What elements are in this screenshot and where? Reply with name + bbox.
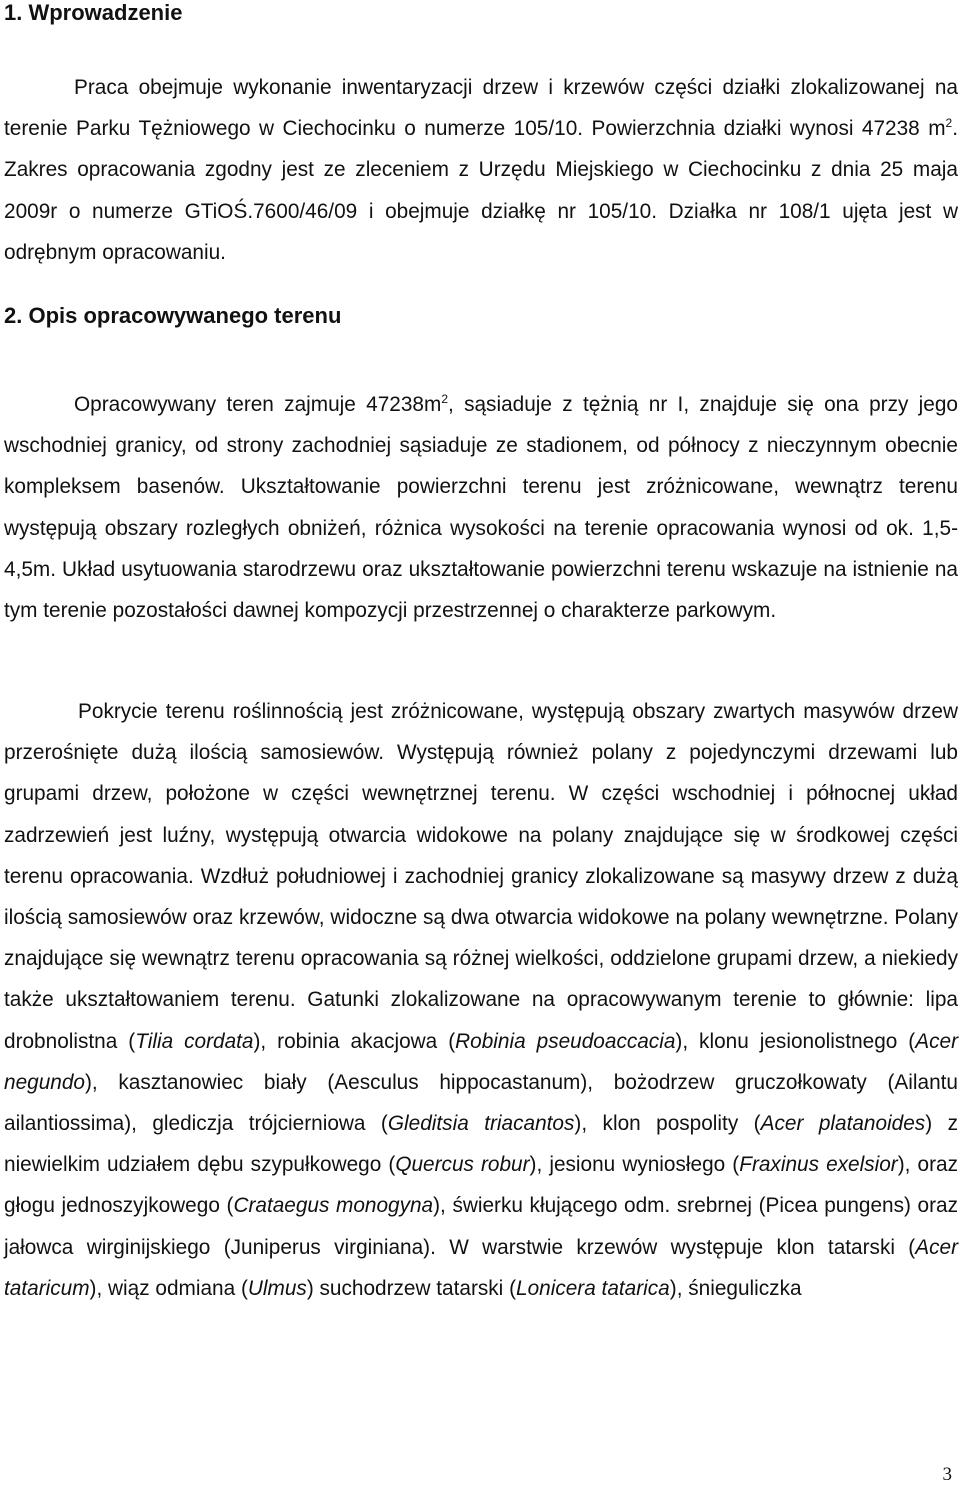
terrain-description-paragraph [4,384,958,631]
intro-text-part-2: . Zakres opracowania zgodny jest ze zleceniem z Urzędu Miejskiego w Ciechocinku z dnia 25 maja 2009r o numerze GTiOŚ.7600/46/09 i obejmuje działkę nr 105/10. Działka nr 108/1 ujęta jest w odrębnym opracowaniu. [4,117,958,264]
page-number: 3 [942,1464,952,1485]
section-1-heading: 1. Wprowadzenie [4,0,183,25]
species-latin-name: Acer negundo [4,1029,958,1094]
vegetation-text: ), jesionu wyniosłego ( [529,1153,740,1177]
vegetation-paragraph [4,691,958,1309]
vegetation-text: ), klonu jesionolistnego ( [675,1029,916,1053]
vegetation-text: ), śnieguliczka [669,1276,802,1300]
vegetation-text: ) z niewielkim udziałem dębu szypułkowego ( [4,1112,958,1177]
vegetation-text: ), wiąz odmiana ( [89,1276,248,1300]
vegetation-text: ), świerku kłującego odm. srebrnej (Picea pungens) oraz jałowca wirginijskiego (Juniperus virginiana). W warstwie krzewów występuje klon tatarski ( [4,1194,958,1259]
terrain-text-part-2: , sąsiaduje z tężnią nr I, znajduje się ona przy jego wschodniej granicy, od strony zachodniej sąsiaduje ze stadionem, od północy z nieczynnym obecnie kompleksem basenów. Ukształtowanie powierzchni terenu jest zróżnicowane, wewnątrz terenu występują obszary rozległych obniżeń, różnica wysokości na terenie opracowania wynosi od ok. 1,5-4,5m. Układ usytuowania starodrzewu oraz ukształtowanie powierzchni terenu wskazuje na istnienie na tym terenie pozostałości dawnej kompozycji przestrzennej o charakterze parkowym. [4,393,958,623]
species-latin-name: Quercus robur [395,1153,530,1177]
species-latin-name: Fraxinus exelsior [739,1153,898,1177]
terrain-superscript: 2 [441,392,448,406]
species-latin-name: Acer platanoides [760,1112,926,1136]
species-latin-name: Ulmus [247,1276,307,1300]
vegetation-text: ), klon pospolity ( [574,1112,761,1136]
vegetation-text: ), kasztanowiec biały (Aesculus hippocastanum), bożodrzew gruczołkowaty (Ailantu ailantiossima), glediczja trójcierniowa ( [4,1070,958,1136]
species-latin-name: Tilia cordata [135,1029,254,1053]
vegetation-text: ) suchodrzew tatarski ( [306,1276,516,1300]
vegetation-text: ), robinia akacjowa ( [253,1029,456,1053]
terrain-text-part-1: Opracowywany teren zajmuje 47238m [74,393,442,416]
vegetation-text: ), oraz głogu jednoszyjkowego ( [4,1153,958,1218]
intro-text-part-1: Praca obejmuje wykonanie inwentaryzacji drzew i krzewów części działki zlokalizowanej na terenie Parku Tężniowego w Ciechocinku o numerze 105/10. Powierzchnia działki wynosi 47238 m [4,76,958,141]
section-2-heading: 2. Opis opracowywanego terenu [4,303,342,328]
vegetation-text: Pokrycie terenu roślinnością jest zróżnicowane, występują obszary zwartych masywów drzew przerośnięte dużą ilością samosiewów. Występują również polany z pojedynczymi drzewami lub grupami drzew, położone w części wewnętrznej terenu. W części wschodniej i północnej układ zadrzewień jest luźny, występują otwarcia widokowe na polany znajdujące się w środkowej części terenu opracowania. Wzdłuż południowej i zachodniej granicy zlokalizowane są masywy drzew z dużą ilością samosiewów oraz krzewów, widoczne są dwa otwarcia widokowe na polany wewnętrzne. Polany znajdujące się wewnątrz terenu opracowania są różnej wielkości, oddzielone grupami drzew, a niekiedy także ukształtowaniem terenu. Gatunki zlokalizowane na opracowywanym terenie to głównie: lipa drobnolistna ( [4,700,958,1053]
species-latin-name: Acer tataricum [4,1235,958,1300]
species-latin-name: Gleditsia triacantos [387,1112,575,1136]
species-latin-name: Robinia pseudoaccacia [455,1029,676,1053]
species-latin-name: Crataegus monogyna [233,1194,434,1218]
species-latin-name: Lonicera tatarica [516,1276,670,1300]
intro-superscript: 2 [945,116,953,131]
intro-paragraph [4,67,958,273]
